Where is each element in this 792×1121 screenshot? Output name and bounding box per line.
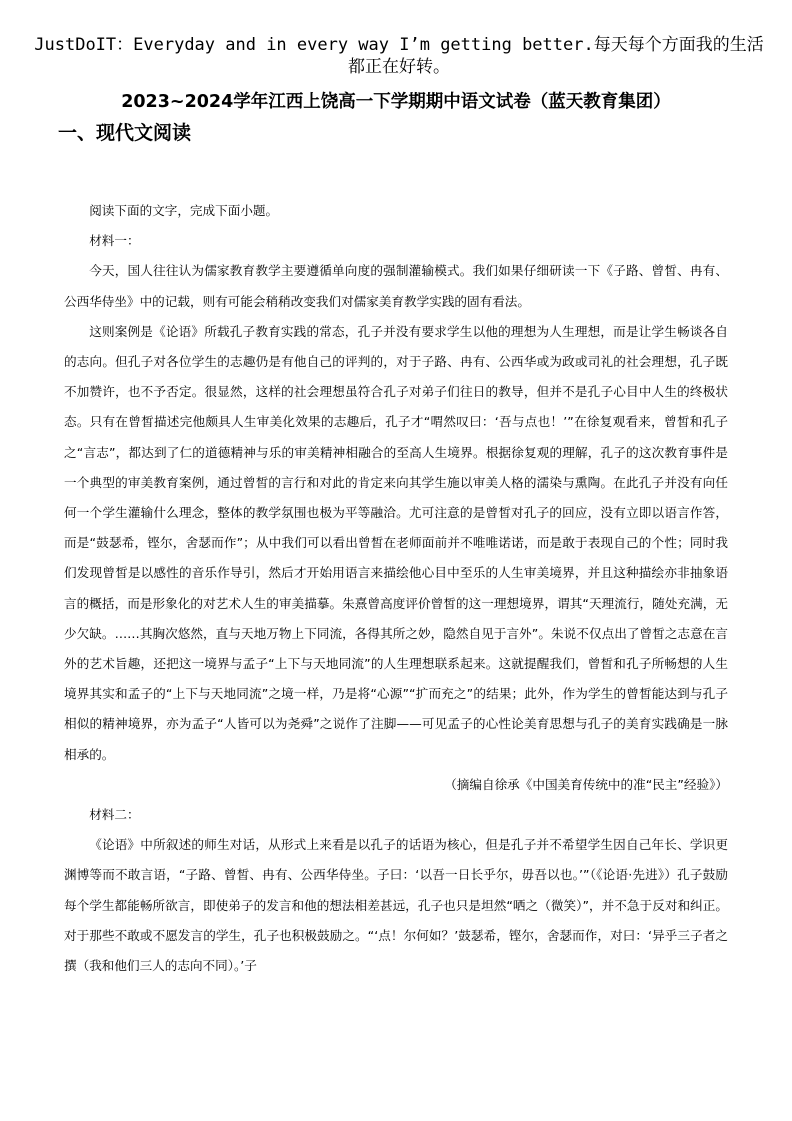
reading-passage [64, 196, 728, 981]
material2-paragraph-1: 《论语》中所叙述的师生对话，从形式上来看是以孔子的话语为核心，但是孔子并不希望学生因自己年长、学识更渊博等而不敢言语，“子路、曾皙、冉有、公西华侍坐。子曰：‘以吾一日长乎尔，毋吾以也。’”（《论语·先进》）孔子鼓励每个学生都能畅所欲言，即使弟子的发言和他的想法相差甚远，孔子也只是坦然“哂之（微笑）”，并不急于反对和纠正。对于那些不敢或不愿发言的学生，孔子也积极鼓励之。“‘点！尔何如？’鼓瑟希，铿尔，舍瑟而作，对曰：‘异乎三子者之撰（我和他们三人的志向不同）。’子 [64, 837, 728, 974]
section-heading: 一、现代文阅读 [58, 122, 192, 144]
material1-source: （摘编自徐承《中国美育传统中的准“民主”经验》） [444, 776, 728, 792]
material1-label: 材料一： [89, 233, 140, 249]
material1-paragraph-2: 这则案例是《论语》所载孔子教育实践的常态，孔子并没有要求学生以他的理想为人生理想，而是让学生畅谈各自的志向。但孔子对各位学生的志趣仍是有他自己的评判的，对于子路、冉有、公西华或为政或司礼的社会理想，孔子既不加赞许，也不予否定。很显然，这样的社会理想虽符合孔子对弟子们往日的教导，但并不是孔子心目中人生的终极状态。只有在曾皙描述完他颇具人生审美化效果的志趣后，孔子才“喟然叹曰：‘吾与点也！’”在徐复观看来，曾皙和孔子之“言志”，都达到了仁的道德精神与乐的审美精神相融合的至高人生境界。根据徐复观的理解，孔子的这次教育事件是一个典型的审美教育案例，通过曾皙的言行和对此的肯定来向其学生施以审美人格的濡染与熏陶。在此孔子并没有向任何一个学生灌输什么理念，整体的教学氛围也极为平等融洽。尤可注意的是曾皙对孔子的回应，没有立即以语言作答，而是“鼓瑟希，铿尔，舍瑟而作”；从中我们可以看出曾皙在老师面前并不唯唯诺诺，而是敢于表现自己的个性；同时我们发现曾皙是以感性的音乐作导引，然后才开始用语言来描绘他心目中至乐的人生审美境界，并且这种描绘亦非抽象语言的概括，而是形象化的对艺术人生的审美描摹。朱熹曾高度评价曾皙的这一理想境界，谓其“天理流行，随处充满，无少欠缺。……其胸次悠然，直与天地万物上下同流，各得其所之妙，隐然自见于言外”。朱说不仅点出了曾皙之志意在言外的艺术旨趣，还把这一境界与孟子“上下与天地同流”的人生理想联系起来。这就提醒我们，曾皙和孔子所畅想的人生境界其实和孟子的“上下与天地同流”之境一样，乃是将“心源”“扩而充之”的结果；此外，作为学生的曾皙能达到与孔子相似的精神境界，亦为孟子“人皆可以为尧舜”之说作了注脚——可见孟子的心性论美育思想与孔子的美育实践确是一脉相承的。 [64, 323, 728, 762]
exam-title: 2023~2024学年江西上饶高一下学期期中语文试卷（蓝天教育集团） [121, 92, 671, 112]
material1-paragraph-1: 今天，国人往往认为儒家教育教学主要遵循单向度的强制灌输模式。我们如果仔细研读一下《子路、曾皙、冉有、公西华侍坐》中的记载，则有可能会稍稍改变我们对儒家美育教学实践的固有看法。 [64, 263, 728, 309]
material2-label: 材料二： [89, 807, 140, 823]
header-motto: JustDoIT：Everyday and in every way I’m getting better.每天每个方面我的生活都正在好转。 [34, 35, 764, 77]
instruction-text: 阅读下面的文字，完成下面小题。 [89, 203, 279, 218]
